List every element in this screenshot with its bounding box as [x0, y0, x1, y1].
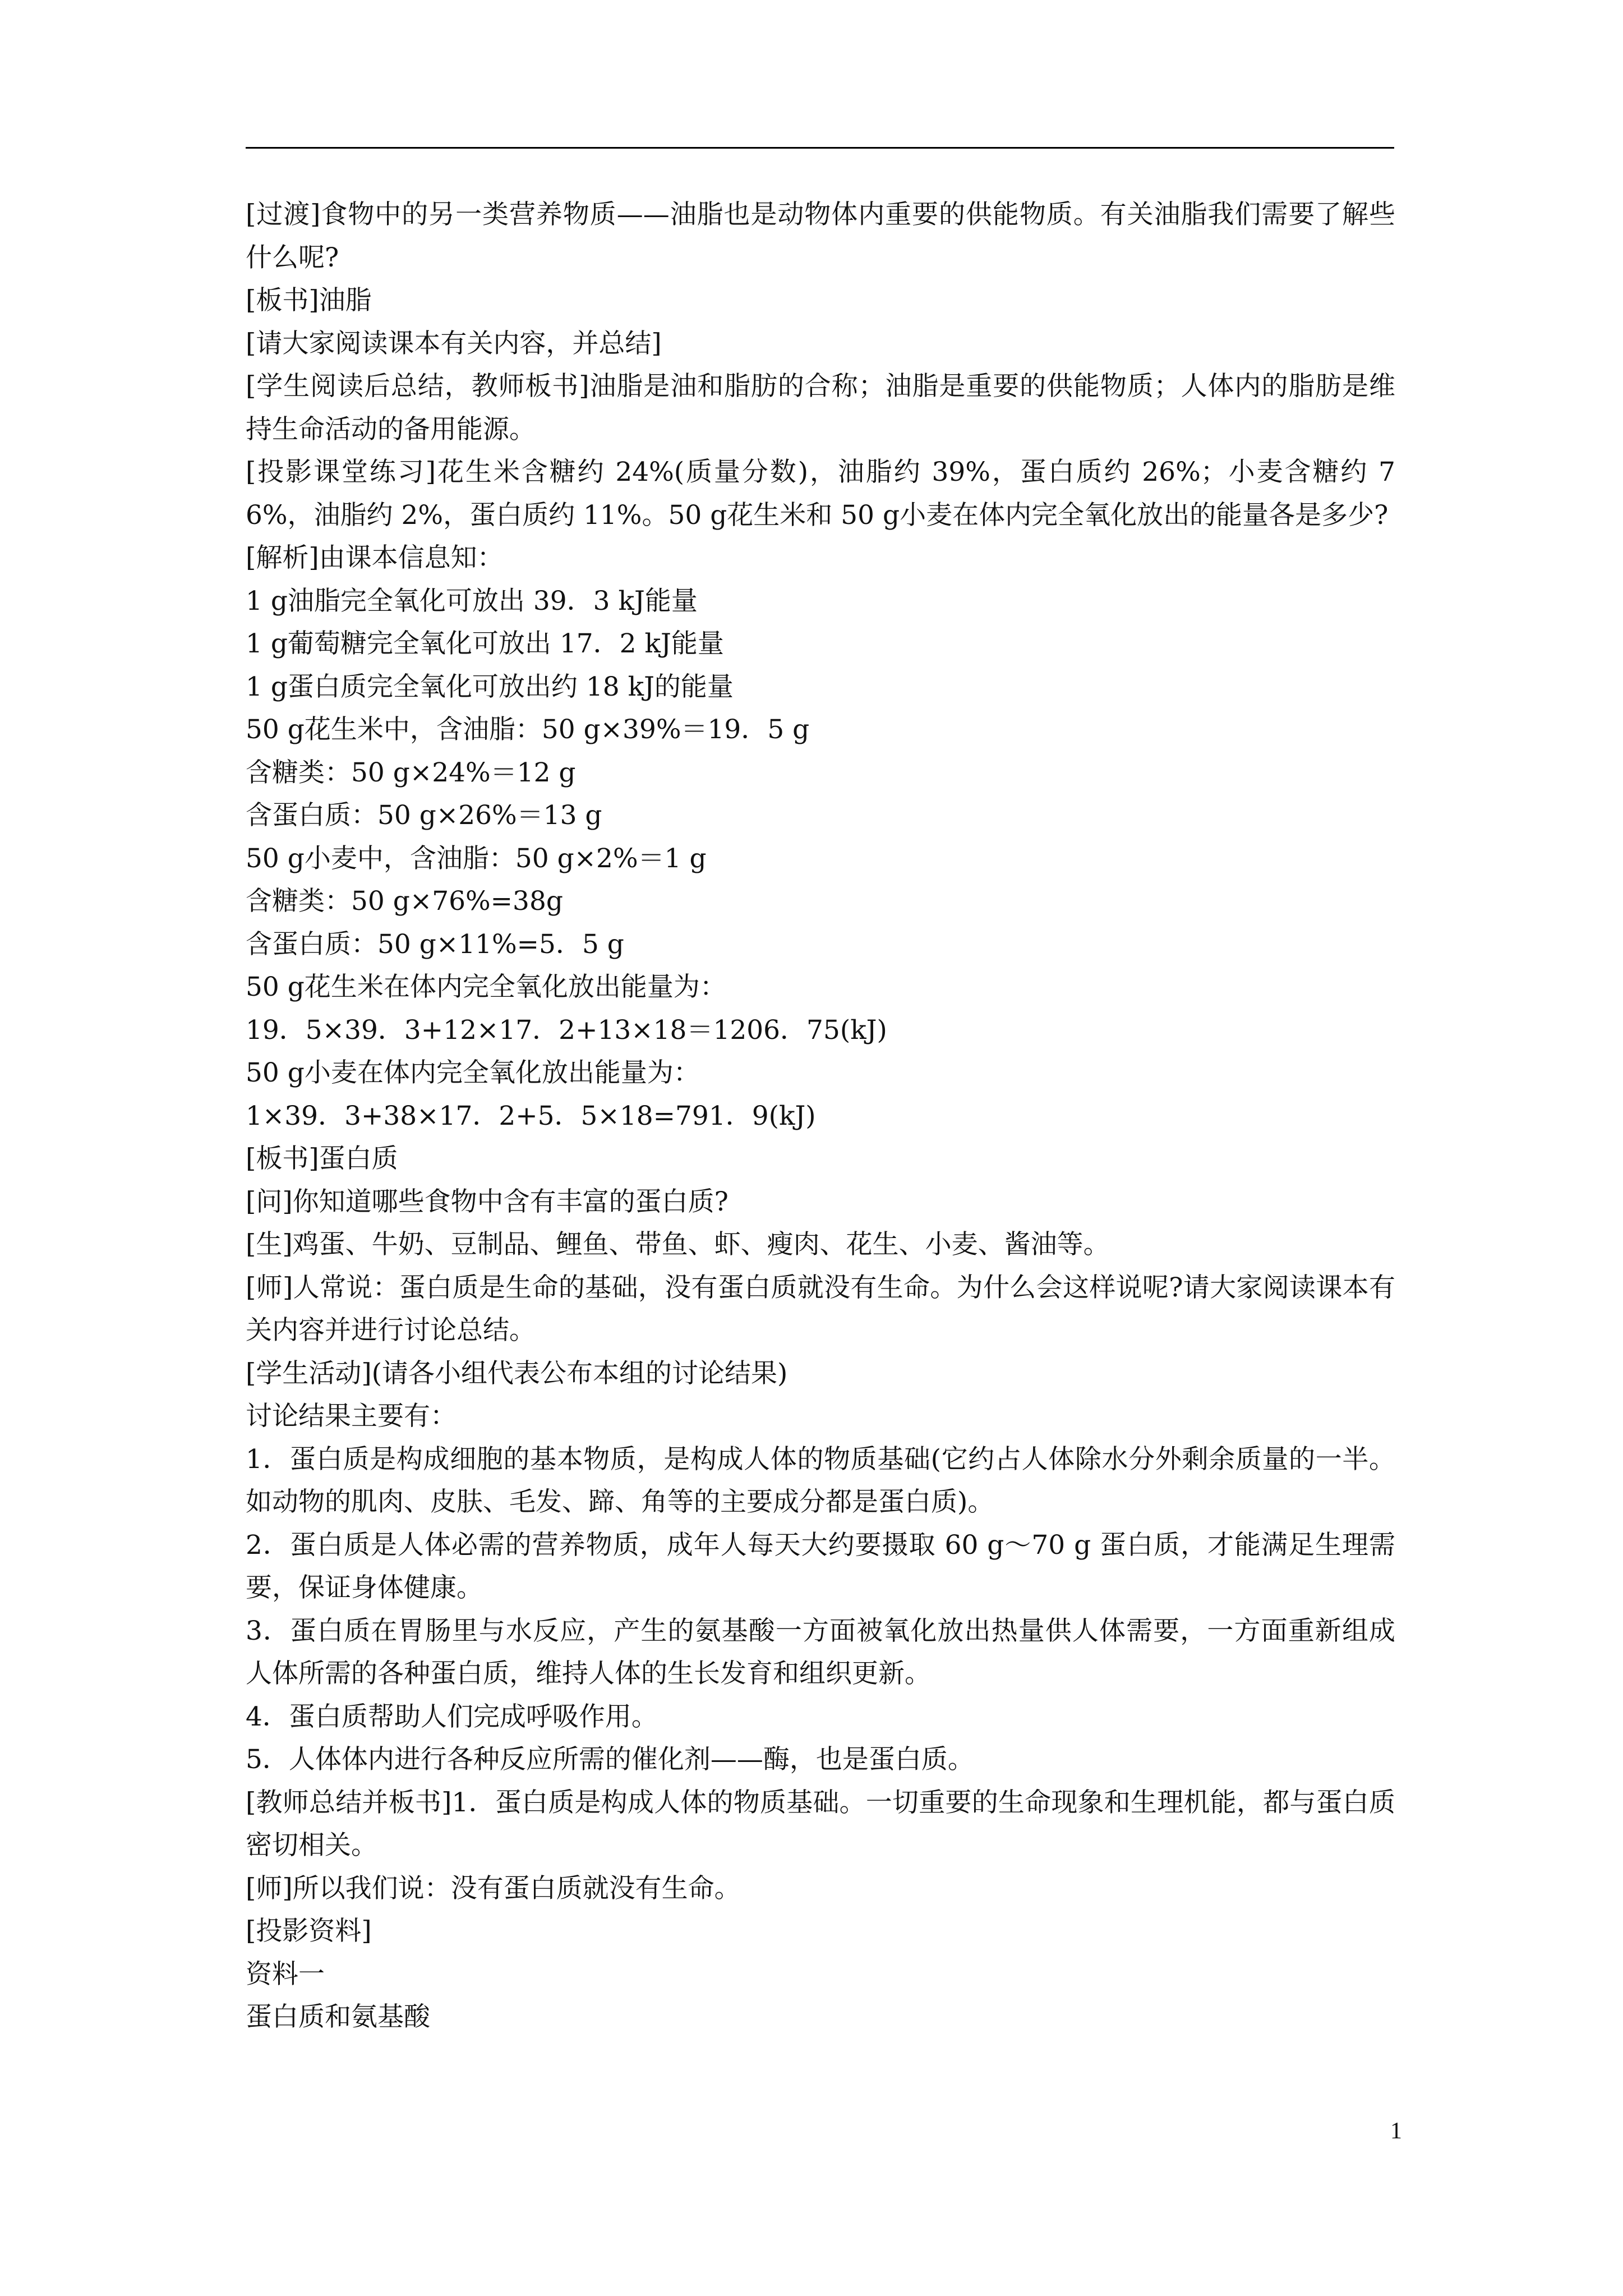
- page-number: 1: [1390, 2118, 1402, 2144]
- paragraph-student-answer: [生]鸡蛋、牛奶、豆制品、鲤鱼、带鱼、虾、瘦肉、花生、小麦、酱油等。: [246, 1229, 1110, 1260]
- paragraph-analysis: [解析]由课本信息知：: [246, 542, 504, 573]
- paragraph-line: 含蛋白质：50 g×11%=5．5 g: [246, 928, 624, 960]
- paragraph-line: 50 g小麦在体内完全氧化放出能量为：: [246, 1057, 700, 1088]
- paragraph-material-title: 资料一: [246, 1958, 325, 1990]
- paragraph-read-instruction: [请大家阅读课本有关内容，并总结]: [246, 328, 662, 359]
- paragraph-line: 50 g花生米中，含油脂：50 g×39%＝19．5 g: [246, 714, 810, 745]
- paragraph-teacher-summary: [教师总结并板书]1．蛋白质是构成人体的物质基础。一切重要的生命现象和生理机能，都与蛋白质密切相关。: [246, 1787, 1395, 1861]
- paragraph-teacher: [师]人常说：蛋白质是生命的基础，没有蛋白质就没有生命。为什么会这样说呢?请大家阅读课本有关内容并进行讨论总结。: [246, 1272, 1395, 1346]
- paragraph-line: 50 g花生米在体内完全氧化放出能量为：: [246, 972, 726, 1002]
- paragraph-result-item: 2．蛋白质是人体必需的营养物质，成年人每天大约要摄取 60 g～70 g 蛋白质，才能满足生理需要，保证身体健康。: [246, 1529, 1395, 1603]
- paragraph-student-activity: [学生活动](请各小组代表公布本组的讨论结果): [246, 1358, 788, 1389]
- paragraph-exercise: [投影课堂练习]花生米含糖约 24%(质量分数)，油脂约 39%，蛋白质约 26%；小麦含糖约 76%，油脂约 2%，蛋白质约 11%。50 g花生米和 50 g小麦在体内完全氧化放出的能量各是多少?: [246, 457, 1395, 531]
- body-text: [246, 194, 1395, 2039]
- paragraph-board-oil: [板书]油脂: [246, 285, 372, 316]
- paragraph-line: 19．5×39．3+12×17．2+13×18＝1206．75(kJ): [246, 1014, 887, 1046]
- paragraph-line: 1 g油脂完全氧化可放出 39．3 kJ能量: [246, 585, 698, 616]
- paragraph-result-item: 1．蛋白质是构成细胞的基本物质，是构成人体的物质基础(它约占人体除水分外剩余质量的一半。如动物的肌肉、皮肤、毛发、蹄、角等的主要成分都是蛋白质)。: [246, 1443, 1395, 1517]
- paragraph-material-subtitle: 蛋白质和氨基酸: [246, 2001, 430, 2032]
- paragraph-student-summary: [学生阅读后总结，教师板书]油脂是油和脂肪的合称；油脂是重要的供能物质；人体内的脂肪是维持生命活动的备用能源。: [246, 371, 1395, 445]
- paragraph-transition: [过渡]食物中的另一类营养物质——油脂也是动物体内重要的供能物质。有关油脂我们需要了解些什么呢?: [246, 199, 1395, 273]
- paragraph-result-item: 5．人体体内进行各种反应所需的催化剂——酶，也是蛋白质。: [246, 1744, 974, 1775]
- paragraph-teacher: [师]所以我们说：没有蛋白质就没有生命。: [246, 1872, 741, 1904]
- paragraph-line: 含糖类：50 g×76%=38g: [246, 886, 563, 917]
- paragraph-line: 1 g蛋白质完全氧化可放出约 18 kJ的能量: [246, 671, 734, 702]
- header-rule: [246, 147, 1394, 149]
- paragraph-board-protein: [板书]蛋白质: [246, 1143, 398, 1174]
- paragraph-line: 含蛋白质：50 g×26%＝13 g: [246, 800, 602, 831]
- paragraph-result-item: 3．蛋白质在胃肠里与水反应，产生的氨基酸一方面被氧化放出热量供人体需要，一方面重新组成人体所需的各种蛋白质，维持人体的生长发育和组织更新。: [246, 1615, 1395, 1689]
- paragraph-result-item: 4．蛋白质帮助人们完成呼吸作用。: [246, 1701, 658, 1732]
- paragraph-line: 1×39．3+38×17．2+5．5×18=791．9(kJ): [246, 1100, 816, 1131]
- paragraph-projection: [投影资料]: [246, 1916, 372, 1947]
- paragraph-line: 1 g葡萄糖完全氧化可放出 17．2 kJ能量: [246, 628, 724, 659]
- paragraph-results-heading: 讨论结果主要有：: [246, 1401, 457, 1432]
- paragraph-question: [问]你知道哪些食物中含有丰富的蛋白质?: [246, 1186, 728, 1217]
- paragraph-line: 50 g小麦中，含油脂：50 g×2%＝1 g: [246, 843, 707, 874]
- paragraph-line: 含糖类：50 g×24%＝12 g: [246, 757, 576, 788]
